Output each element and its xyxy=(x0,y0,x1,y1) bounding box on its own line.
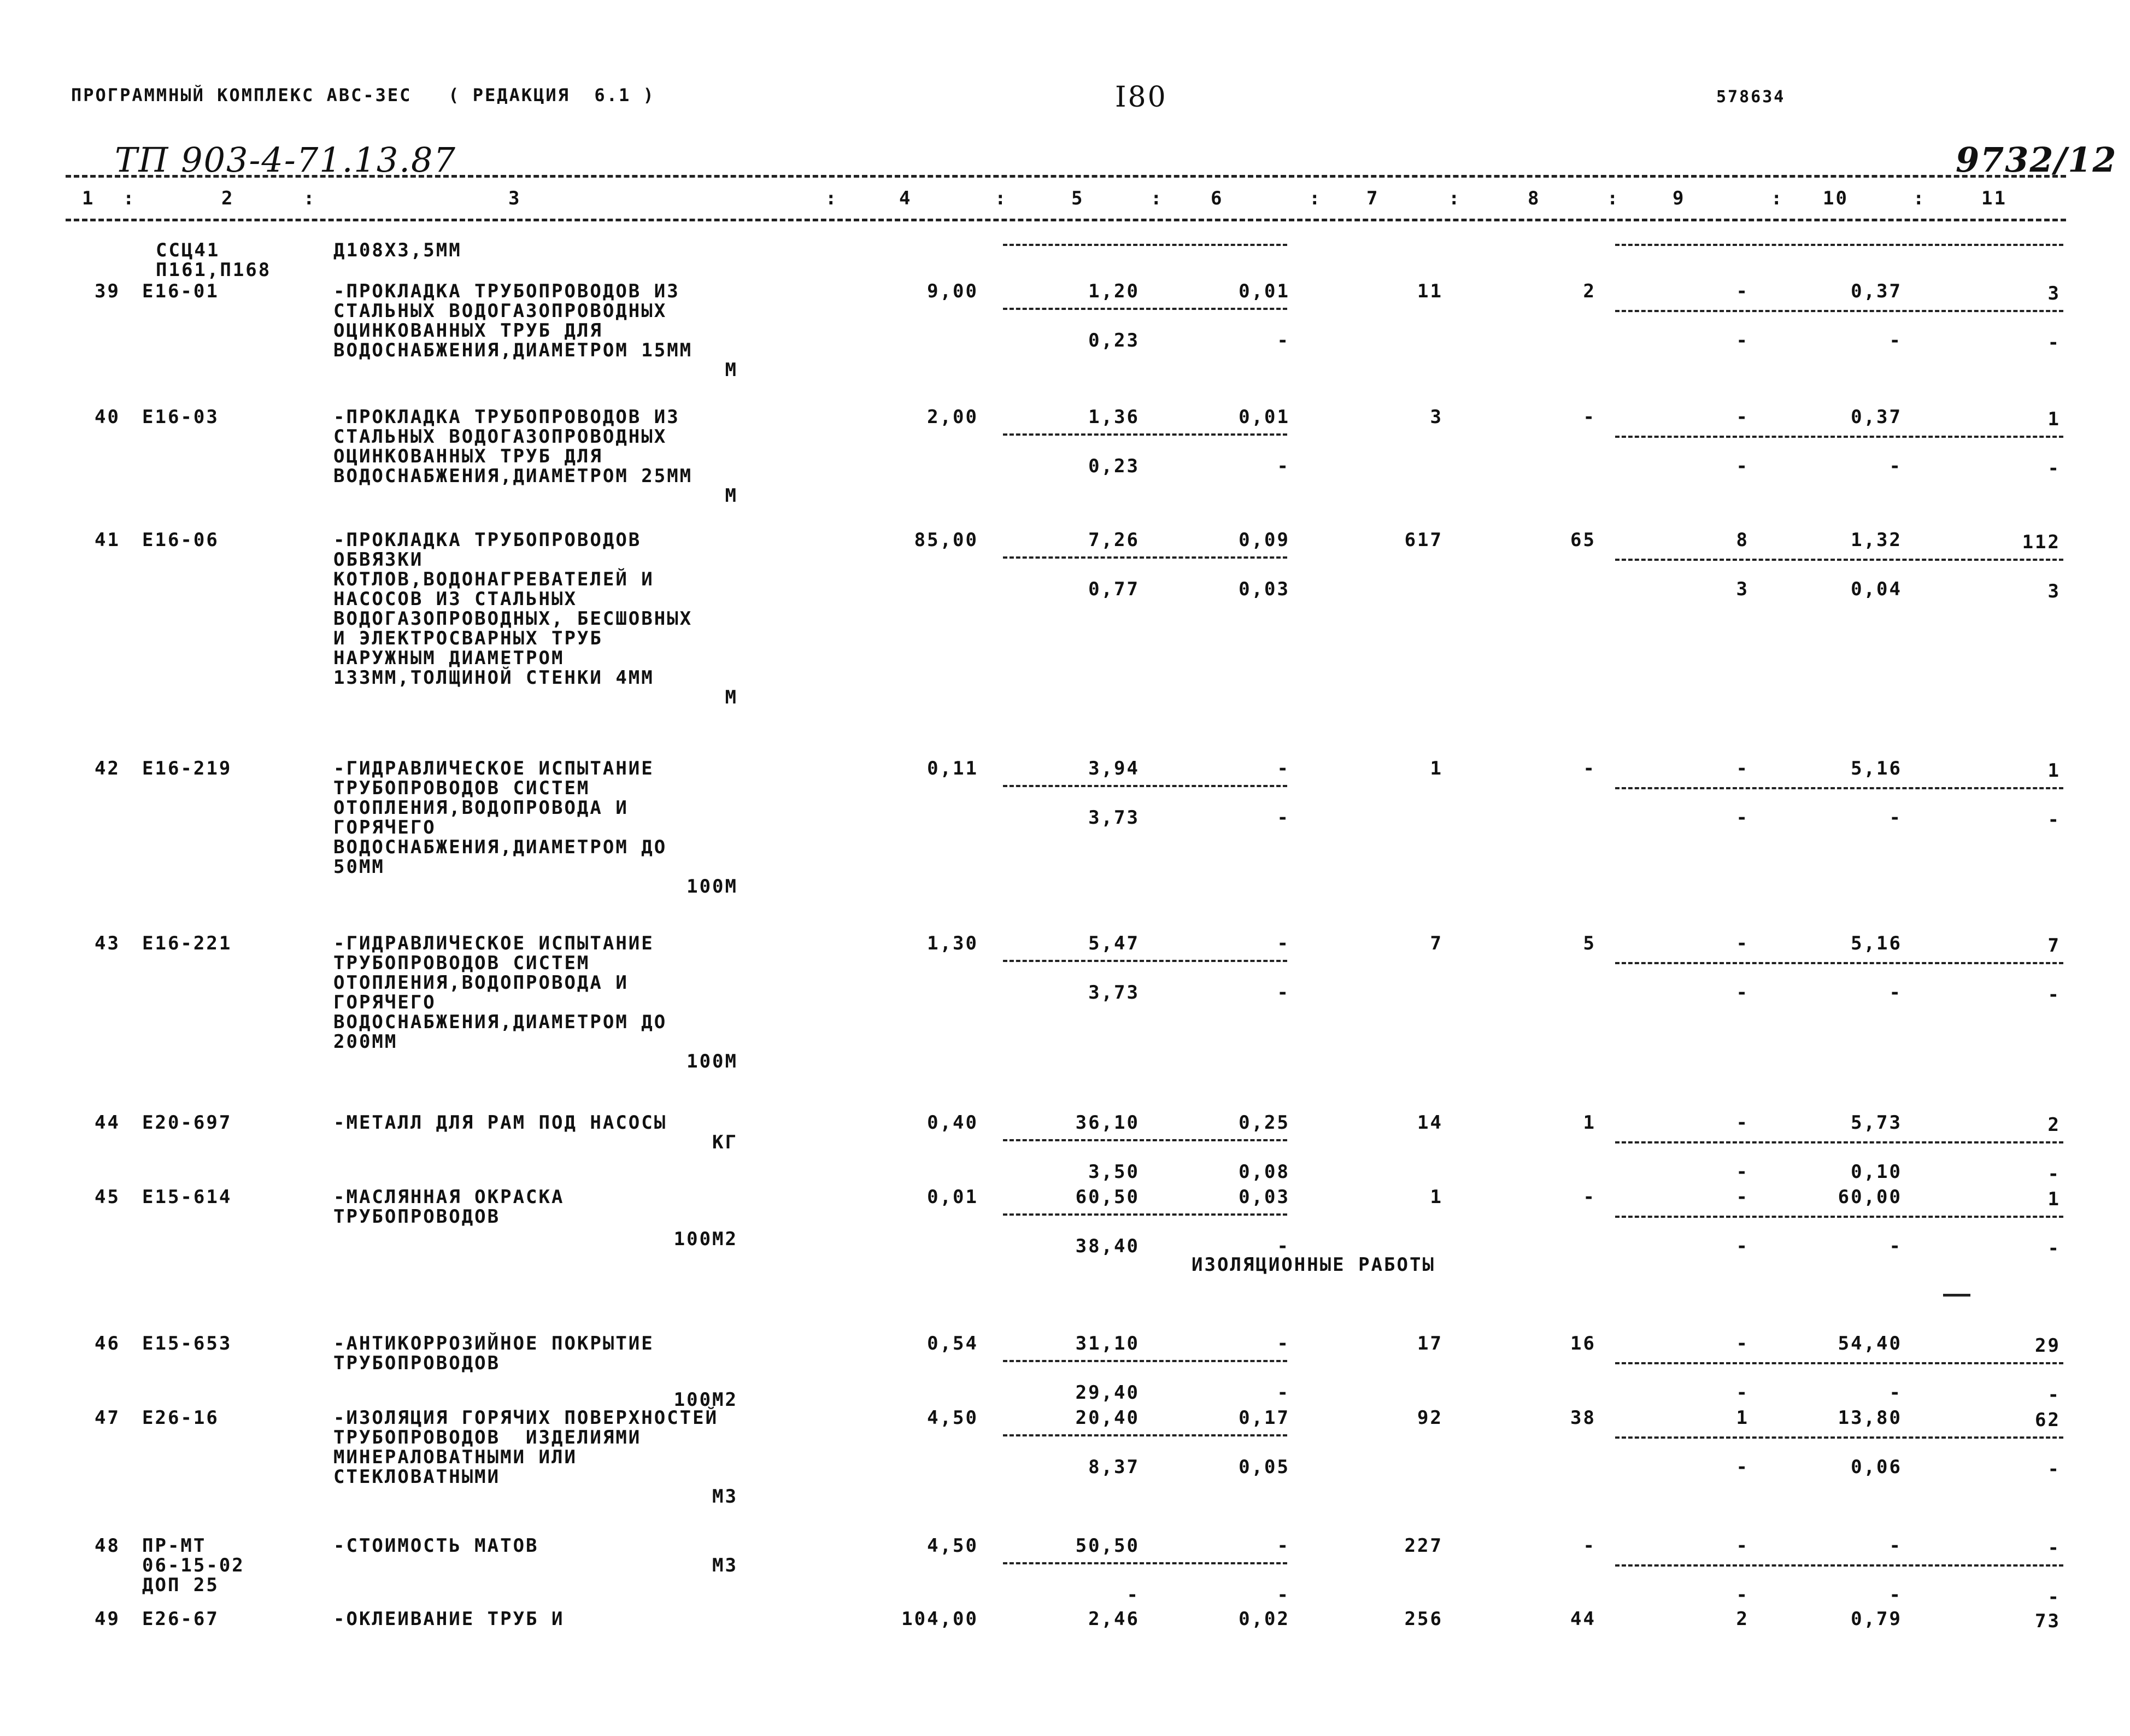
item-description: ОТОПЛЕНИЯ,ВОДОПРОВОДА И xyxy=(333,797,629,819)
column-header-3: 3 xyxy=(508,187,521,209)
unit-cost: 1,20 xyxy=(1088,280,1140,302)
column-header-rule xyxy=(66,219,2066,221)
machine-total: - xyxy=(1736,280,1749,302)
labour-total: 73 xyxy=(2035,1610,2061,1632)
program-header: ПРОГРАММНЫЙ КОМПЛЕКС АВС-ЗЕС ( РЕДАКЦИЯ 6.1 ) xyxy=(71,85,655,105)
machine-wage-total: 3 xyxy=(1736,578,1749,600)
item-description: -ПРОКЛАДКА ТРУБОПРОВОДОВ ИЗ xyxy=(333,280,680,302)
labour-machine-total: - xyxy=(2047,1586,2061,1608)
unit-wage: 3,73 xyxy=(1088,982,1140,1004)
machine-cost: 0,01 xyxy=(1239,280,1290,302)
column-separator: : xyxy=(1607,187,1620,209)
item-description: 200ММ xyxy=(333,1031,398,1053)
labour-machine: 0,04 xyxy=(1851,578,1902,600)
item-description: ТРУБОПРОВОДОВ ИЗДЕЛИЯМИ xyxy=(333,1427,642,1448)
unit-label: 100М xyxy=(686,876,738,898)
item-description: ОБВЯЗКИ xyxy=(333,549,424,571)
item-description: ВОДОСНАБЖЕНИЯ,ДИАМЕТРОМ ДО xyxy=(333,836,667,858)
machine-wage: - xyxy=(1277,330,1290,351)
total-cost: 1 xyxy=(1430,1186,1443,1208)
item-description: -МАСЛЯННАЯ ОКРАСКА xyxy=(333,1186,565,1208)
labour-total: 112 xyxy=(2022,531,2061,553)
item-description: -АНТИКОРРОЗИЙНОЕ ПОКРЫТИЕ xyxy=(333,1333,654,1354)
unit-wage: 0,23 xyxy=(1088,330,1140,351)
machine-cost: 0,02 xyxy=(1239,1608,1290,1630)
row-number: 46 xyxy=(95,1333,120,1354)
row-number: 41 xyxy=(95,529,120,551)
machine-wage-total: - xyxy=(1736,807,1749,829)
column-header-9: 9 xyxy=(1673,187,1686,209)
labour-total: 62 xyxy=(2035,1409,2061,1431)
machine-total: 8 xyxy=(1736,529,1749,551)
machine-total: - xyxy=(1736,1333,1749,1354)
item-description: -ГИДРАВЛИЧЕСКОЕ ИСПЫТАНИЕ xyxy=(333,932,654,954)
total-separator xyxy=(1615,559,2063,561)
unit-cost: 60,50 xyxy=(1075,1186,1140,1208)
total-separator xyxy=(1615,310,2063,312)
machine-wage-total: - xyxy=(1736,982,1749,1004)
labour-total: 2 xyxy=(2047,1114,2061,1136)
item-description: ТРУБОПРОВОДОВ xyxy=(333,1352,501,1374)
labour-machine: - xyxy=(1889,1235,1902,1257)
unit-label: КГ xyxy=(712,1131,738,1153)
item-code: ПР-МТ xyxy=(142,1535,207,1557)
unit-wage: 8,37 xyxy=(1088,1456,1140,1478)
machine-total: - xyxy=(1736,1535,1749,1557)
labour: 54,40 xyxy=(1838,1333,1902,1354)
item-description: ТРУБОПРОВОДОВ СИСТЕМ xyxy=(333,777,590,799)
labour-machine-total: - xyxy=(2047,1384,2061,1406)
quantity: 4,50 xyxy=(927,1535,978,1557)
labour: 5,16 xyxy=(1851,932,1902,954)
item-description: СТАЛЬНЫХ ВОДОГАЗОПРОВОДНЫХ xyxy=(333,426,667,448)
machine-wage: - xyxy=(1277,1382,1290,1404)
column-separator: : xyxy=(123,187,136,209)
unit-label: М3 xyxy=(712,1486,738,1508)
cost-separator xyxy=(1003,960,1287,962)
cost-separator xyxy=(1003,785,1287,787)
machine-cost: 0,25 xyxy=(1239,1112,1290,1134)
cost-separator xyxy=(1003,1213,1287,1216)
column-separator: : xyxy=(1913,187,1926,209)
total-cost: 256 xyxy=(1404,1608,1443,1630)
item-description: ОЦИНКОВАННЫХ ТРУБ ДЛЯ xyxy=(333,445,603,467)
item-description: -ПРОКЛАДКА ТРУБОПРОВОДОВ ИЗ xyxy=(333,406,680,428)
row-number: 49 xyxy=(95,1608,120,1630)
wage-total: 1 xyxy=(1583,1112,1596,1134)
unit-label: М xyxy=(725,485,738,507)
labour-machine-total: - xyxy=(2047,984,2061,1006)
item-code: Е26-67 xyxy=(142,1608,219,1630)
page-number: I80 xyxy=(1115,81,1167,114)
unit-cost: 50,50 xyxy=(1075,1535,1140,1557)
labour-machine-total: - xyxy=(2047,332,2061,354)
labour-total: 1 xyxy=(2047,408,2061,430)
row-number: 40 xyxy=(95,406,120,428)
total-separator xyxy=(1615,1141,2063,1143)
unit-cost: 20,40 xyxy=(1075,1407,1140,1429)
unit-cost: 1,36 xyxy=(1088,406,1140,428)
machine-wage: - xyxy=(1277,807,1290,829)
labour: 5,16 xyxy=(1851,758,1902,779)
wage-total: 16 xyxy=(1570,1333,1596,1354)
labour: 0,37 xyxy=(1851,280,1902,302)
column-header-11: 11 xyxy=(1981,187,2007,209)
cost-separator xyxy=(1003,556,1287,559)
total-cost: 1 xyxy=(1430,758,1443,779)
unit-label: 100М2 xyxy=(673,1389,738,1411)
labour-total: 29 xyxy=(2035,1335,2061,1357)
total-separator xyxy=(1615,436,2063,438)
machine-total: 2 xyxy=(1736,1608,1749,1630)
item-description: ГОРЯЧЕГО xyxy=(333,817,436,838)
wage-total: 44 xyxy=(1570,1608,1596,1630)
doc-number-left: ТП 903-4-71.13.87 xyxy=(115,140,456,180)
unit-cost: 31,10 xyxy=(1075,1333,1140,1354)
labour-machine-total: - xyxy=(2047,458,2061,479)
column-header-10: 10 xyxy=(1823,187,1849,209)
machine-wage: 0,08 xyxy=(1239,1161,1290,1183)
item-description: -ПРОКЛАДКА ТРУБОПРОВОДОВ xyxy=(333,529,642,551)
cost-separator xyxy=(1003,1139,1287,1141)
labour-machine: - xyxy=(1889,455,1902,477)
labour-machine: 0,10 xyxy=(1851,1161,1902,1183)
machine-total: - xyxy=(1736,1186,1749,1208)
labour-machine-total: - xyxy=(2047,809,2061,831)
row-number: 45 xyxy=(95,1186,120,1208)
column-separator: : xyxy=(1771,187,1784,209)
quantity: 0,40 xyxy=(927,1112,978,1134)
total-separator xyxy=(1615,787,2063,789)
machine-wage-total: - xyxy=(1736,1382,1749,1404)
total-cost: 7 xyxy=(1430,932,1443,954)
labour-machine: 0,06 xyxy=(1851,1456,1902,1478)
total-cost: 617 xyxy=(1404,529,1443,551)
machine-wage: 0,05 xyxy=(1239,1456,1290,1478)
cost-separator xyxy=(1003,1434,1287,1436)
machine-cost: 0,01 xyxy=(1239,406,1290,428)
total-cost: 92 xyxy=(1417,1407,1443,1429)
machine-total: - xyxy=(1736,932,1749,954)
wage-total: 5 xyxy=(1583,932,1596,954)
column-separator: : xyxy=(1309,187,1322,209)
item-code: Е16-06 xyxy=(142,529,219,551)
machine-cost: 0,17 xyxy=(1239,1407,1290,1429)
labour-machine: - xyxy=(1889,807,1902,829)
wage-total: 38 xyxy=(1570,1407,1596,1429)
column-header-6: 6 xyxy=(1211,187,1224,209)
item-description: ОЦИНКОВАННЫХ ТРУБ ДЛЯ xyxy=(333,320,603,342)
unit-label: М xyxy=(725,359,738,381)
column-separator: : xyxy=(1448,187,1462,209)
labour: 0,79 xyxy=(1851,1608,1902,1630)
column-header-5: 5 xyxy=(1071,187,1084,209)
machine-cost: - xyxy=(1277,1535,1290,1557)
total-cost: 14 xyxy=(1417,1112,1443,1134)
item-description: ВОДОСНАБЖЕНИЯ,ДИАМЕТРОМ ДО xyxy=(333,1011,667,1033)
labour: - xyxy=(1889,1535,1902,1557)
machine-cost: - xyxy=(1277,758,1290,779)
quantity: 0,54 xyxy=(927,1333,978,1354)
total-cost: 17 xyxy=(1417,1333,1443,1354)
unit-label: 100М2 xyxy=(673,1228,738,1250)
unit-cost: 7,26 xyxy=(1088,529,1140,551)
total-separator xyxy=(1615,1362,2063,1364)
row-number: 47 xyxy=(95,1407,120,1429)
item-description: -МЕТАЛЛ ДЛЯ РАМ ПОД НАСОСЫ xyxy=(333,1112,667,1134)
row-number: 48 xyxy=(95,1535,120,1557)
unit-wage: 3,73 xyxy=(1088,807,1140,829)
column-separator: : xyxy=(995,187,1008,209)
item-code: Е20-697 xyxy=(142,1112,232,1134)
labour-machine: - xyxy=(1889,1382,1902,1404)
machine-total: - xyxy=(1736,758,1749,779)
machine-wage-total: - xyxy=(1736,330,1749,351)
column-header-8: 8 xyxy=(1528,187,1541,209)
wage-total: 2 xyxy=(1583,280,1596,302)
item-description: ТРУБОПРОВОДОВ СИСТЕМ xyxy=(333,952,590,974)
labour-machine: - xyxy=(1889,982,1902,1004)
section-title: ИЗОЛЯЦИОННЫЕ РАБОТЫ xyxy=(1192,1254,1435,1276)
column-header-2: 2 xyxy=(221,187,234,209)
item-description: МИНЕРАЛОВАТНЫМИ ИЛИ xyxy=(333,1446,577,1468)
item-description: СТЕКЛОВАТНЫМИ xyxy=(333,1466,501,1488)
item-description: -СТОИМОСТЬ МАТОВ xyxy=(333,1535,539,1557)
unit-wage: - xyxy=(1126,1584,1140,1606)
labour-machine-total: - xyxy=(2047,1238,2061,1259)
wage-total: - xyxy=(1583,1186,1596,1208)
item-description: ВОДОСНАБЖЕНИЯ,ДИАМЕТРОМ 25ММ xyxy=(333,465,693,487)
machine-cost: 0,09 xyxy=(1239,529,1290,551)
column-separator: : xyxy=(303,187,316,209)
labour-total: 7 xyxy=(2047,935,2061,957)
item-description: 133ММ,ТОЛЩИНОЙ СТЕНКИ 4ММ xyxy=(333,667,654,689)
labour: 0,37 xyxy=(1851,406,1902,428)
unit-label: М3 xyxy=(712,1555,738,1576)
unit-cost: 2,46 xyxy=(1088,1608,1140,1630)
cost-separator xyxy=(1003,244,1287,246)
item-description: И ЭЛЕКТРОСВАРНЫХ ТРУБ xyxy=(333,627,603,649)
row-number: 39 xyxy=(95,280,120,302)
item-code: Е15-614 xyxy=(142,1186,232,1208)
machine-cost: - xyxy=(1277,932,1290,954)
machine-cost: 0,03 xyxy=(1239,1186,1290,1208)
item-description: СТАЛЬНЫХ ВОДОГАЗОПРОВОДНЫХ xyxy=(333,300,667,322)
doc-code: 578634 xyxy=(1716,87,1786,107)
labour-machine: - xyxy=(1889,330,1902,351)
machine-wage: - xyxy=(1277,1584,1290,1606)
item-code: Е16-01 xyxy=(142,280,219,302)
item-description: -ОКЛЕИВАНИЕ ТРУБ И xyxy=(333,1608,565,1630)
column-separator: : xyxy=(1151,187,1164,209)
item-description: 50ММ xyxy=(333,856,385,878)
item-code: Е16-03 xyxy=(142,406,219,428)
item-code: ССЦ41 xyxy=(156,239,220,261)
total-cost: 3 xyxy=(1430,406,1443,428)
total-separator xyxy=(1615,962,2063,964)
total-separator xyxy=(1615,1216,2063,1218)
machine-wage: - xyxy=(1277,455,1290,477)
unit-cost: 5,47 xyxy=(1088,932,1140,954)
machine-cost: - xyxy=(1277,1333,1290,1354)
wage-total: - xyxy=(1583,1535,1596,1557)
labour-machine-total: 3 xyxy=(2047,580,2061,602)
machine-wage-total: - xyxy=(1736,1584,1749,1606)
machine-total: - xyxy=(1736,406,1749,428)
row-number: 43 xyxy=(95,932,120,954)
doc-number-right: 9732/12 xyxy=(1956,140,2117,180)
quantity: 104,00 xyxy=(901,1608,978,1630)
total-separator xyxy=(1615,244,2063,246)
item-description: ВОДОСНАБЖЕНИЯ,ДИАМЕТРОМ 15ММ xyxy=(333,339,693,361)
item-description: ТРУБОПРОВОДОВ xyxy=(333,1206,501,1228)
machine-wage: - xyxy=(1277,1235,1290,1257)
header-rule xyxy=(66,175,2066,178)
unit-label: 100М xyxy=(686,1051,738,1072)
machine-wage-total: - xyxy=(1736,1161,1749,1183)
item-code: Е16-219 xyxy=(142,758,232,779)
unit-wage: 3,50 xyxy=(1088,1161,1140,1183)
item-code: Е15-653 xyxy=(142,1333,232,1354)
total-separator xyxy=(1615,1564,2063,1567)
machine-wage: - xyxy=(1277,982,1290,1004)
item-code: 06-15-02 xyxy=(142,1555,245,1576)
machine-wage-total: - xyxy=(1736,1235,1749,1257)
unit-cost: 3,94 xyxy=(1088,758,1140,779)
item-description: ВОДОГАЗОПРОВОДНЫХ, БЕСШОВНЫХ xyxy=(333,608,693,630)
unit-cost: 36,10 xyxy=(1075,1112,1140,1134)
machine-wage: 0,03 xyxy=(1239,578,1290,600)
machine-wage-total: - xyxy=(1736,455,1749,477)
wage-total: - xyxy=(1583,758,1596,779)
column-header-7: 7 xyxy=(1366,187,1380,209)
wage-total: 65 xyxy=(1570,529,1596,551)
item-description: НАСОСОВ ИЗ СТАЛЬНЫХ xyxy=(333,588,577,610)
item-code: П161,П168 xyxy=(156,259,272,281)
item-description: КОТЛОВ,ВОДОНАГРЕВАТЕЛЕЙ И xyxy=(333,568,654,590)
labour-total: 3 xyxy=(2047,283,2061,304)
labour-machine-total: - xyxy=(2047,1163,2061,1185)
unit-label: М xyxy=(725,687,738,708)
quantity: 0,01 xyxy=(927,1186,978,1208)
machine-total: - xyxy=(1736,1112,1749,1134)
item-code: Е26-16 xyxy=(142,1407,219,1429)
total-cost: 227 xyxy=(1404,1535,1443,1557)
item-description: -ГИДРАВЛИЧЕСКОЕ ИСПЫТАНИЕ xyxy=(333,758,654,779)
item-code: ДОП 25 xyxy=(142,1574,219,1596)
item-description: ОТОПЛЕНИЯ,ВОДОПРОВОДА И xyxy=(333,972,629,994)
quantity: 2,00 xyxy=(927,406,978,428)
labour: 60,00 xyxy=(1838,1186,1902,1208)
quantity: 1,30 xyxy=(927,932,978,954)
machine-total: 1 xyxy=(1736,1407,1749,1429)
labour: 5,73 xyxy=(1851,1112,1902,1134)
cost-separator xyxy=(1003,1360,1287,1362)
unit-wage: 38,40 xyxy=(1075,1235,1140,1257)
machine-wage-total: - xyxy=(1736,1456,1749,1478)
column-header-1: 1 xyxy=(82,187,95,209)
unit-wage: 0,77 xyxy=(1088,578,1140,600)
total-separator xyxy=(1615,1436,2063,1439)
item-code: Е16-221 xyxy=(142,932,232,954)
labour-machine-total: - xyxy=(2047,1458,2061,1480)
item-description: НАРУЖНЫМ ДИАМЕТРОМ xyxy=(333,647,565,669)
total-cost: 11 xyxy=(1417,280,1443,302)
quantity: 0,11 xyxy=(927,758,978,779)
quantity: 9,00 xyxy=(927,280,978,302)
labour-machine: - xyxy=(1889,1584,1902,1606)
item-description: ГОРЯЧЕГО xyxy=(333,992,436,1013)
labour-total: - xyxy=(2047,1537,2061,1559)
labour: 1,32 xyxy=(1851,529,1902,551)
labour-total: 1 xyxy=(2047,760,2061,782)
quantity: 4,50 xyxy=(927,1407,978,1429)
cost-separator xyxy=(1003,308,1287,310)
unit-wage: 29,40 xyxy=(1075,1382,1140,1404)
item-description: Д108Х3,5ММ xyxy=(333,239,462,261)
mark xyxy=(1943,1294,1970,1297)
cost-separator xyxy=(1003,1562,1287,1564)
labour-total: 1 xyxy=(2047,1188,2061,1210)
labour: 13,80 xyxy=(1838,1407,1902,1429)
wage-total: - xyxy=(1583,406,1596,428)
column-header-4: 4 xyxy=(899,187,912,209)
quantity: 85,00 xyxy=(914,529,978,551)
column-separator: : xyxy=(825,187,838,209)
row-number: 42 xyxy=(95,758,120,779)
unit-wage: 0,23 xyxy=(1088,455,1140,477)
item-description: -ИЗОЛЯЦИЯ ГОРЯЧИХ ПОВЕРХНОСТЕЙ xyxy=(333,1407,719,1429)
row-number: 44 xyxy=(95,1112,120,1134)
cost-separator xyxy=(1003,433,1287,436)
